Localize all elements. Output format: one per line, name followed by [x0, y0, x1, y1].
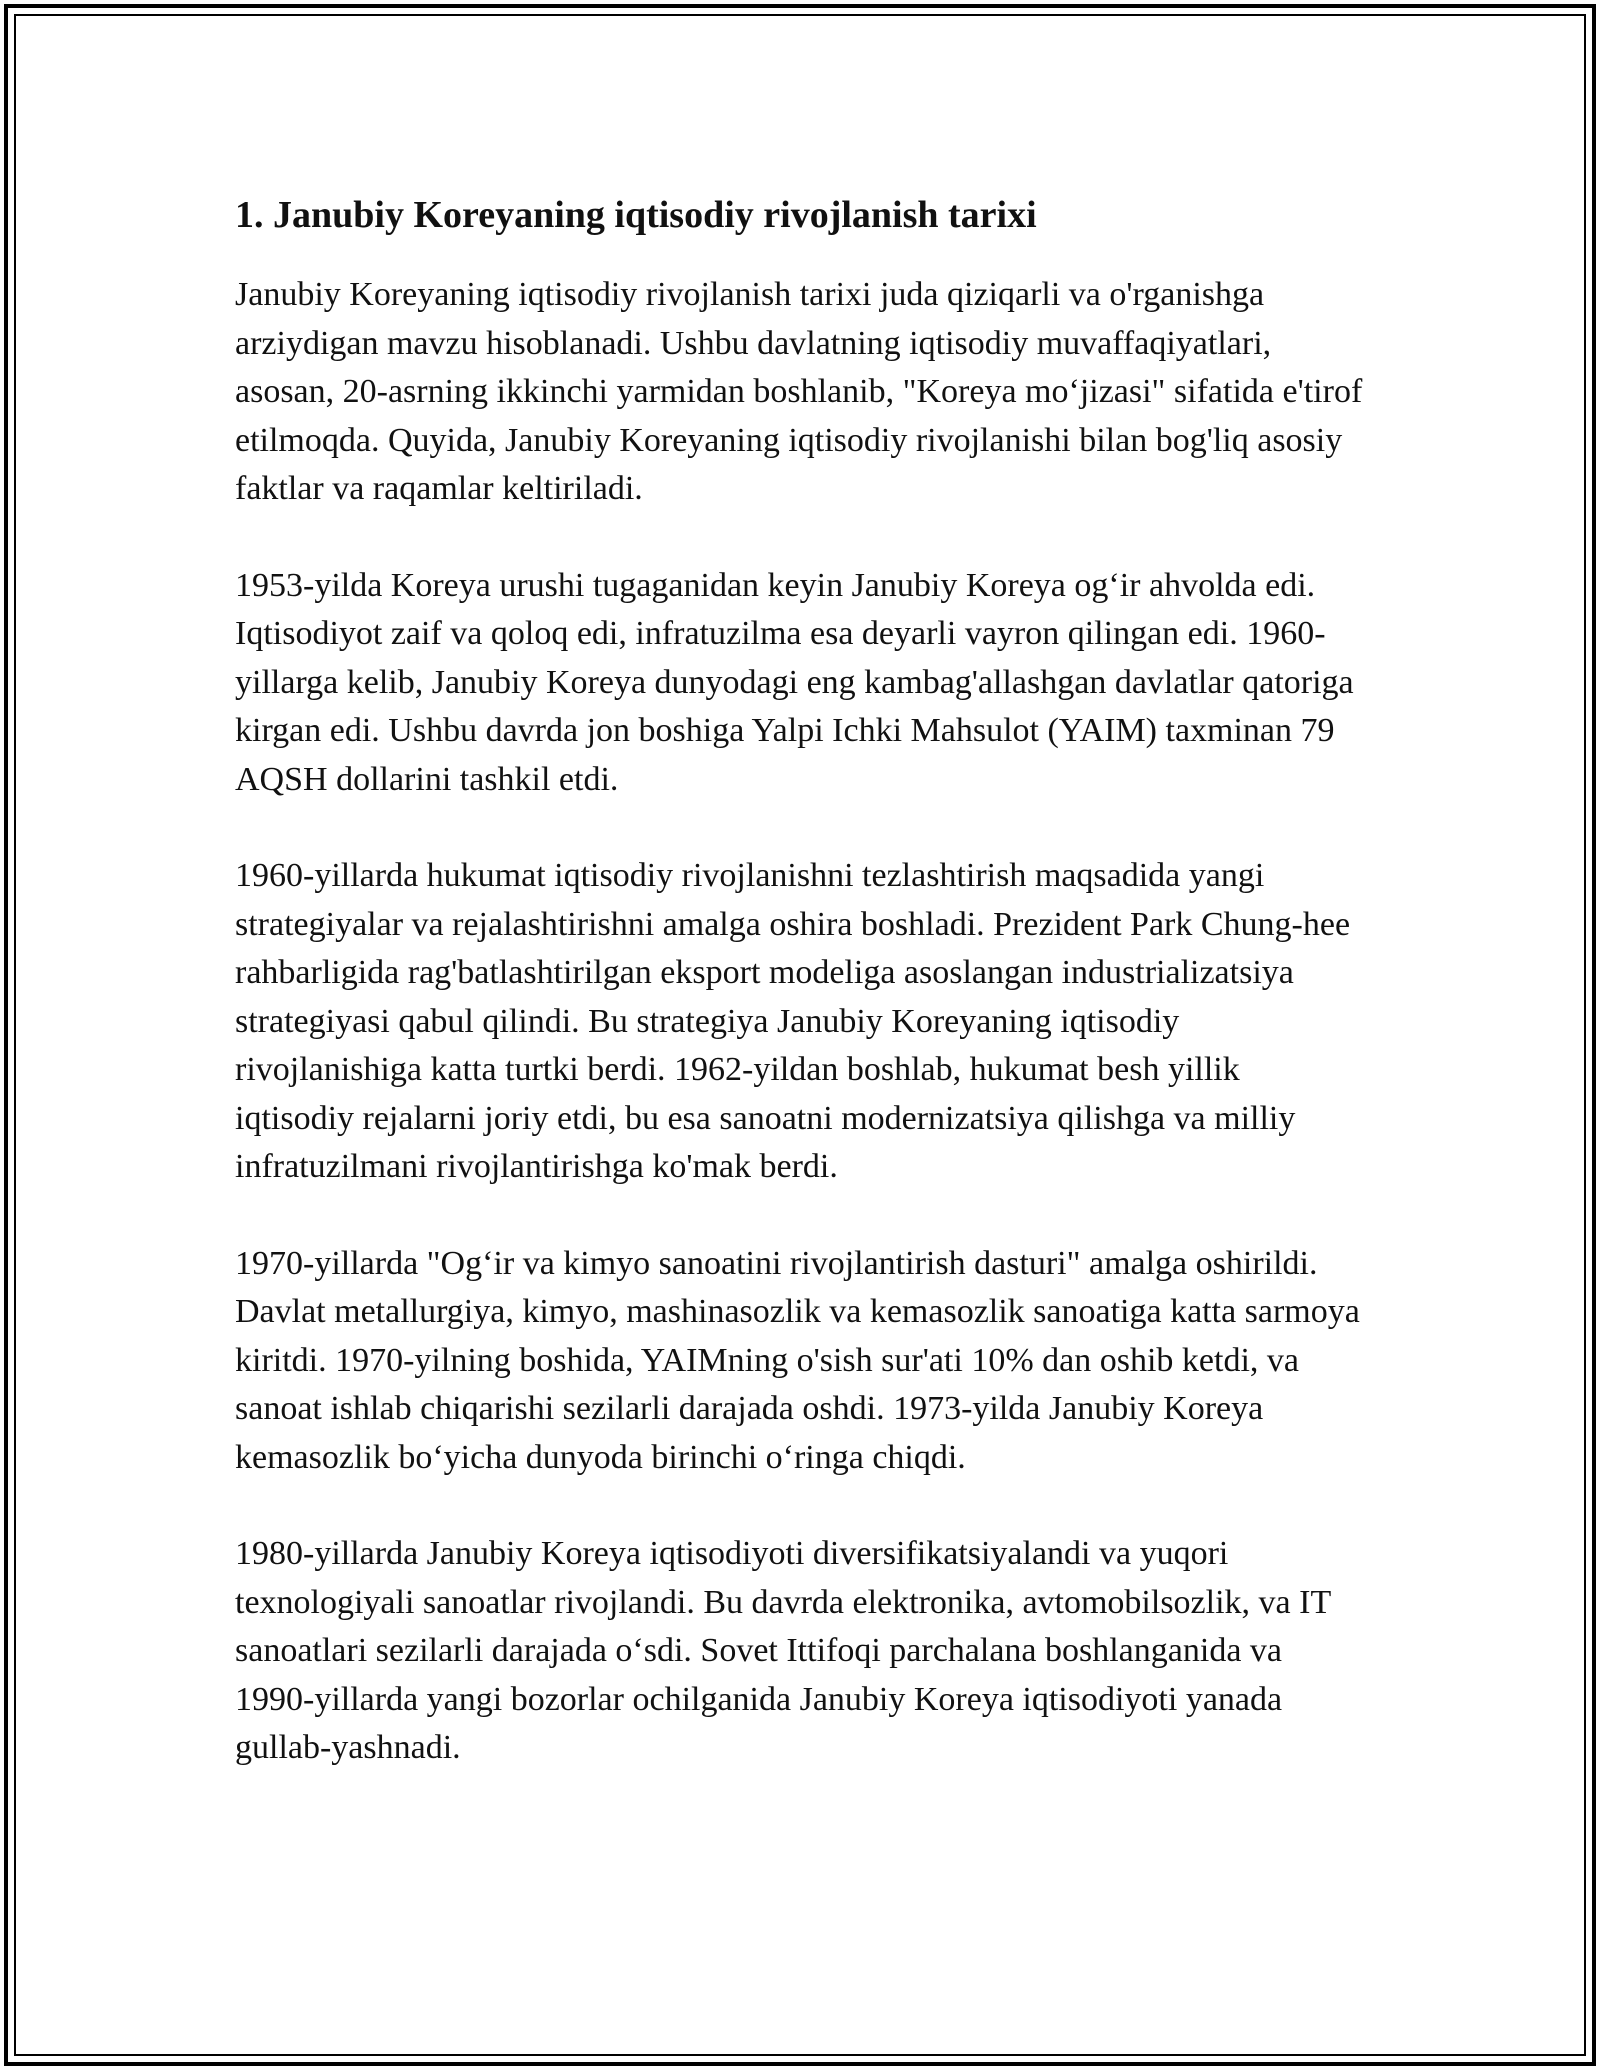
- paragraph-post-war-1953: 1953-yilda Koreya urushi tugaganidan keyin Janubiy Koreya og‘ir ahvolda edi. Iqtisodiyot zaif va qoloq edi, infratuzilma esa deyarli vayron qilingan edi. 1960-yillarga kelib, Janubiy Koreya dunyodagi eng kambag'allashgan davlatlar qatoriga kirgan edi. Ushbu davrda jon boshiga Yalpi Ichki Mahsulot (YAIM) taxminan 79 AQSH dollarini tashkil etdi.: [235, 566, 1354, 798]
- paragraph-1960s-strategy: 1960-yillarda hukumat iqtisodiy rivojlanishni tezlashtirish maqsadida yangi strategiyalar va rejalashtirishni amalga oshira boshladi. Prezident Park Chung-hee rahbarligida rag'batlashtirilgan eksport modeliga asoslangan industrializatsiya strategiyasi qabul qilindi. Bu strategiya Janubiy Koreyaning iqtisodiy rivojlanishiga katta turtki berdi. 1962-yildan boshlab, hukumat besh yillik iqtisodiy rejalarni joriy etdi, bu esa sanoatni modernizatsiya qilishga va milliy infratuzilmani rivojlantirishga ko'mak berdi.: [235, 857, 1351, 1185]
- section-heading: 1. Janubiy Koreyaning iqtisodiy rivojlanish tarixi: [235, 194, 1037, 236]
- paragraph-1970s-heavy-industry: 1970-yillarda "Og‘ir va kimyo sanoatini rivojlantirish dasturi" amalga oshirildi. Davlat metallurgiya, kimyo, mashinasozlik va kemasozlik sanoatiga katta sarmoya kiritdi. 1970-yilning boshida, YAIMning o'sish sur'ati 10% dan oshib ketdi, va sanoat ishlab chiqarishi sezilarli darajada oshdi. 1973-yilda Janubiy Koreya kemasozlik bo‘yicha dunyoda birinchi o‘ringa chiqdi.: [235, 1244, 1360, 1476]
- paragraph-introduction: Janubiy Koreyaning iqtisodiy rivojlanish tarixi juda qiziqarli va o'rganishga arziydigan mavzu hisoblanadi. Ushbu davlatning iqtisodiy muvaffaqiyatlari, asosan, 20-asrning ikkinchi yarmidan boshlanib, "Koreya mo‘jizasi" sifatida e'tirof etilmoqda. Quyida, Janubiy Koreyaning iqtisodiy rivojlanishi bilan bog'liq asosiy faktlar va raqamlar keltiriladi.: [235, 276, 1363, 507]
- document-body: [235, 185, 1365, 1821]
- paragraph-1980s-diversification: 1980-yillarda Janubiy Koreya iqtisodiyoti diversifikatsiyalandi va yuqori texnologiyali sanoatlar rivojlandi. Bu davrda elektronika, avtomobilsozlik, va IT sanoatlari sezilarli darajada o‘sdi. Sovet Ittifoqi parchalana boshlanganida va 1990-yillarda yangi bozorlar ochilganida Janubiy Koreya iqtisodiyoti yanada gullab-yashnadi.: [235, 1535, 1331, 1766]
